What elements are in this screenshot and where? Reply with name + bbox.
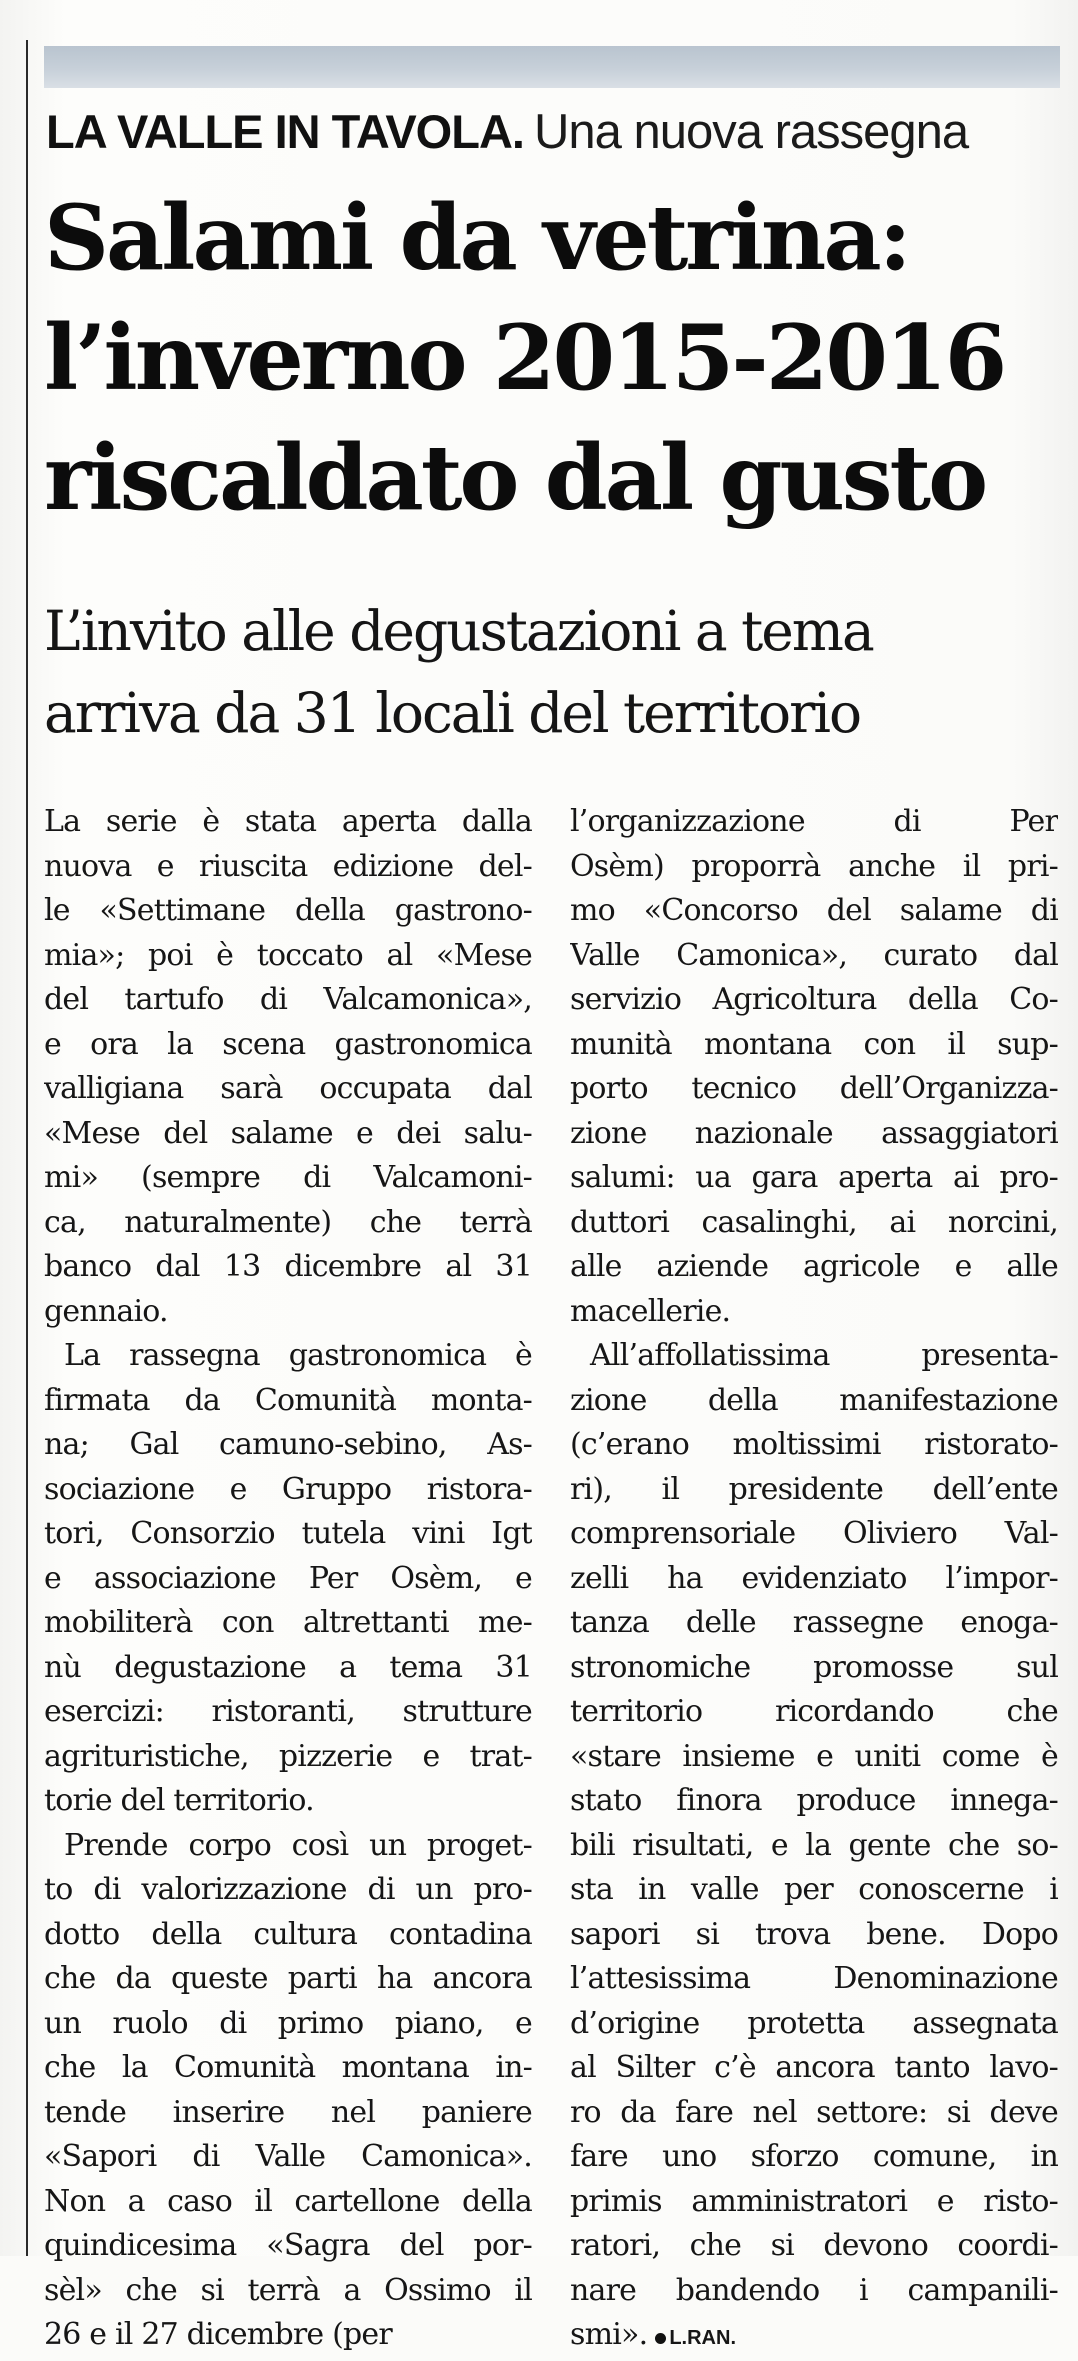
body-text-line: territorio ricordando che xyxy=(570,1694,1058,1729)
body-text-line: l’organizzazione di Per xyxy=(570,804,1058,839)
body-text-line: La serie è stata aperta dalla xyxy=(44,804,532,839)
body-text-line: mobiliterà con altrettanti me- xyxy=(44,1605,532,1640)
body-text-line: quindicesima «Sagra del por- xyxy=(44,2228,532,2263)
body-text-line: nù degustazione a tema 31 xyxy=(44,1649,532,1685)
body-text-line: porto tecnico dell’Organizza- xyxy=(570,1071,1058,1106)
body-text-line: sapori si trova bene. Dopo xyxy=(570,1916,1058,1952)
body-text-line: nuova e riuscita edizione del- xyxy=(44,848,532,884)
body-text-line: agrituristiche, pizzerie e trat- xyxy=(44,1738,532,1774)
body-text-line: d’origine protetta assegnata xyxy=(570,2005,1058,2041)
body-text-line: zione nazionale assaggiatori xyxy=(570,1115,1058,1151)
body-text-line: dotto della cultura contadina xyxy=(44,1916,532,1952)
body-text-line: gennaio. xyxy=(44,1293,168,1329)
body-text-line: bili risultati, e la gente che so- xyxy=(570,1827,1058,1863)
body-text-line: primis amministratori e risto- xyxy=(570,2183,1058,2219)
body-text-line: e ora la scena gastronomica xyxy=(44,1026,532,1062)
headline-line: Salami da vetrina: xyxy=(44,185,909,291)
author-signature xyxy=(655,2327,736,2349)
column-rule xyxy=(26,40,28,2256)
body-text-line: duttori casalinghi, ai norcini, xyxy=(570,1204,1058,1240)
headline-line: riscaldato dal gusto xyxy=(44,425,986,531)
body-text-line: Valle Camonica», curato dal xyxy=(570,937,1058,973)
body-text-line: stato finora produce innega- xyxy=(570,1783,1058,1818)
body-text-line: fare uno sforzo comune, in xyxy=(570,2139,1058,2174)
subheadline xyxy=(44,590,1064,754)
body-text-line: zione della manifestazione xyxy=(570,1382,1058,1418)
body-text-line: mi» (sempre di Valcamoni- xyxy=(44,1160,532,1195)
body-text-line: Non a caso il cartellone della xyxy=(44,2183,532,2219)
headline-line: l’inverno 2015-2016 xyxy=(44,305,1005,411)
body-text-line: alle aziende agricole e alle xyxy=(570,1249,1058,1284)
body-column-right xyxy=(570,800,1058,2361)
body-text-line: e associazione Per Osèm, e xyxy=(44,1560,532,1596)
body-column-left xyxy=(44,800,532,2358)
body-text-line: to di valorizzazione di un pro- xyxy=(44,1872,532,1907)
body-text-line: al Silter c’è ancora tanto lavo- xyxy=(570,2050,1058,2085)
body-text-line: le «Settimane della gastrono- xyxy=(44,893,532,928)
body-text-line: salumi: ua gara aperta ai pro- xyxy=(570,1160,1058,1195)
body-text-line: stronomiche promosse sul xyxy=(570,1649,1058,1685)
body-text-line: tende inserire nel paniere xyxy=(44,2094,532,2130)
body-text-line: ratori, che si devono coordi- xyxy=(570,2228,1058,2263)
body-text-line: All’affollatissima presenta- xyxy=(590,1338,1058,1373)
body-text-line: che da queste parti ha ancora xyxy=(44,1961,532,1996)
body-text-line: banco dal 13 dicembre al 31 xyxy=(44,1249,532,1284)
body-text-line: comprensoriale Oliviero Val- xyxy=(570,1516,1058,1551)
body-text-line: sociazione e Gruppo ristora- xyxy=(44,1471,532,1507)
body-text-line: macellerie. xyxy=(570,1293,731,1329)
body-text-line: ca, naturalmente) che terrà xyxy=(44,1204,532,1240)
body-text-line: Prende corpo così un proget- xyxy=(64,1827,532,1863)
body-text-line: torie del territorio. xyxy=(44,1783,314,1818)
body-text-line: l’attesissima Denominazione xyxy=(570,1961,1058,1996)
body-text-line: servizio Agricoltura della Co- xyxy=(570,982,1058,1017)
headline xyxy=(44,178,1064,538)
body-text-line: tori, Consorzio tutela vini Igt xyxy=(44,1516,532,1551)
body-text-line: un ruolo di primo piano, e xyxy=(44,2005,532,2041)
body-text-line: La rassegna gastronomica è xyxy=(64,1338,532,1373)
kicker xyxy=(46,100,1056,175)
subheadline-line: L’invito alle degustazioni a tema xyxy=(44,599,873,663)
body-text-line: firmata da Comunità monta- xyxy=(44,1382,532,1418)
body-text-line: «stare insieme e uniti come è xyxy=(570,1738,1058,1774)
body-text-line: ro da fare nel settore: si deve xyxy=(570,2094,1058,2130)
body-text-line: Osèm) proporrà anche il pri- xyxy=(570,848,1058,884)
body-text-line: mia»; poi è toccato al «Mese xyxy=(44,937,532,973)
body-text-line: na; Gal camuno-sebino, As- xyxy=(44,1427,532,1462)
bullet-icon xyxy=(655,2333,666,2344)
body-text-line: «Sapori di Valle Camonica». xyxy=(44,2139,532,2174)
body-text-line: mo «Concorso del salame di xyxy=(570,893,1058,928)
author-initials: L.RAN. xyxy=(669,2327,737,2349)
kicker-section: LA VALLE IN TAVOLA. xyxy=(46,105,524,158)
body-text-line: sta in valle per conoscerne i xyxy=(570,1872,1058,1907)
body-text-line: sèl» che si terrà a Ossimo il xyxy=(44,2272,532,2308)
body-text-line: tanza delle rassegne enoga- xyxy=(570,1605,1058,1640)
body-text-line: esercizi: ristoranti, strutture xyxy=(44,1694,532,1729)
body-text-line: nare bandendo i campanili- xyxy=(570,2272,1058,2308)
header-band xyxy=(44,46,1060,88)
body-text-line: zelli ha evidenziato l’impor- xyxy=(570,1560,1058,1596)
body-text-line: smi». L.RAN. xyxy=(570,2317,737,2352)
body-text-line: ri), il presidente dell’ente xyxy=(570,1471,1058,1507)
body-text-line: (c’erano moltissimi ristorato- xyxy=(570,1427,1058,1462)
kicker-tagline: Una nuova rassegna xyxy=(533,105,969,159)
body-text-line: munità montana con il sup- xyxy=(570,1026,1058,1062)
body-text-line: che la Comunità montana in- xyxy=(44,2050,532,2085)
body-text-line: 26 e il 27 dicembre (per xyxy=(44,2317,392,2352)
subheadline-line: arriva da 31 locali del territorio xyxy=(44,681,861,745)
body-text-line: valligiana sarà occupata dal xyxy=(44,1071,532,1106)
body-text-line: «Mese del salame e dei salu- xyxy=(44,1115,532,1151)
body-text-line: del tartufo di Valcamonica», xyxy=(44,982,532,1017)
